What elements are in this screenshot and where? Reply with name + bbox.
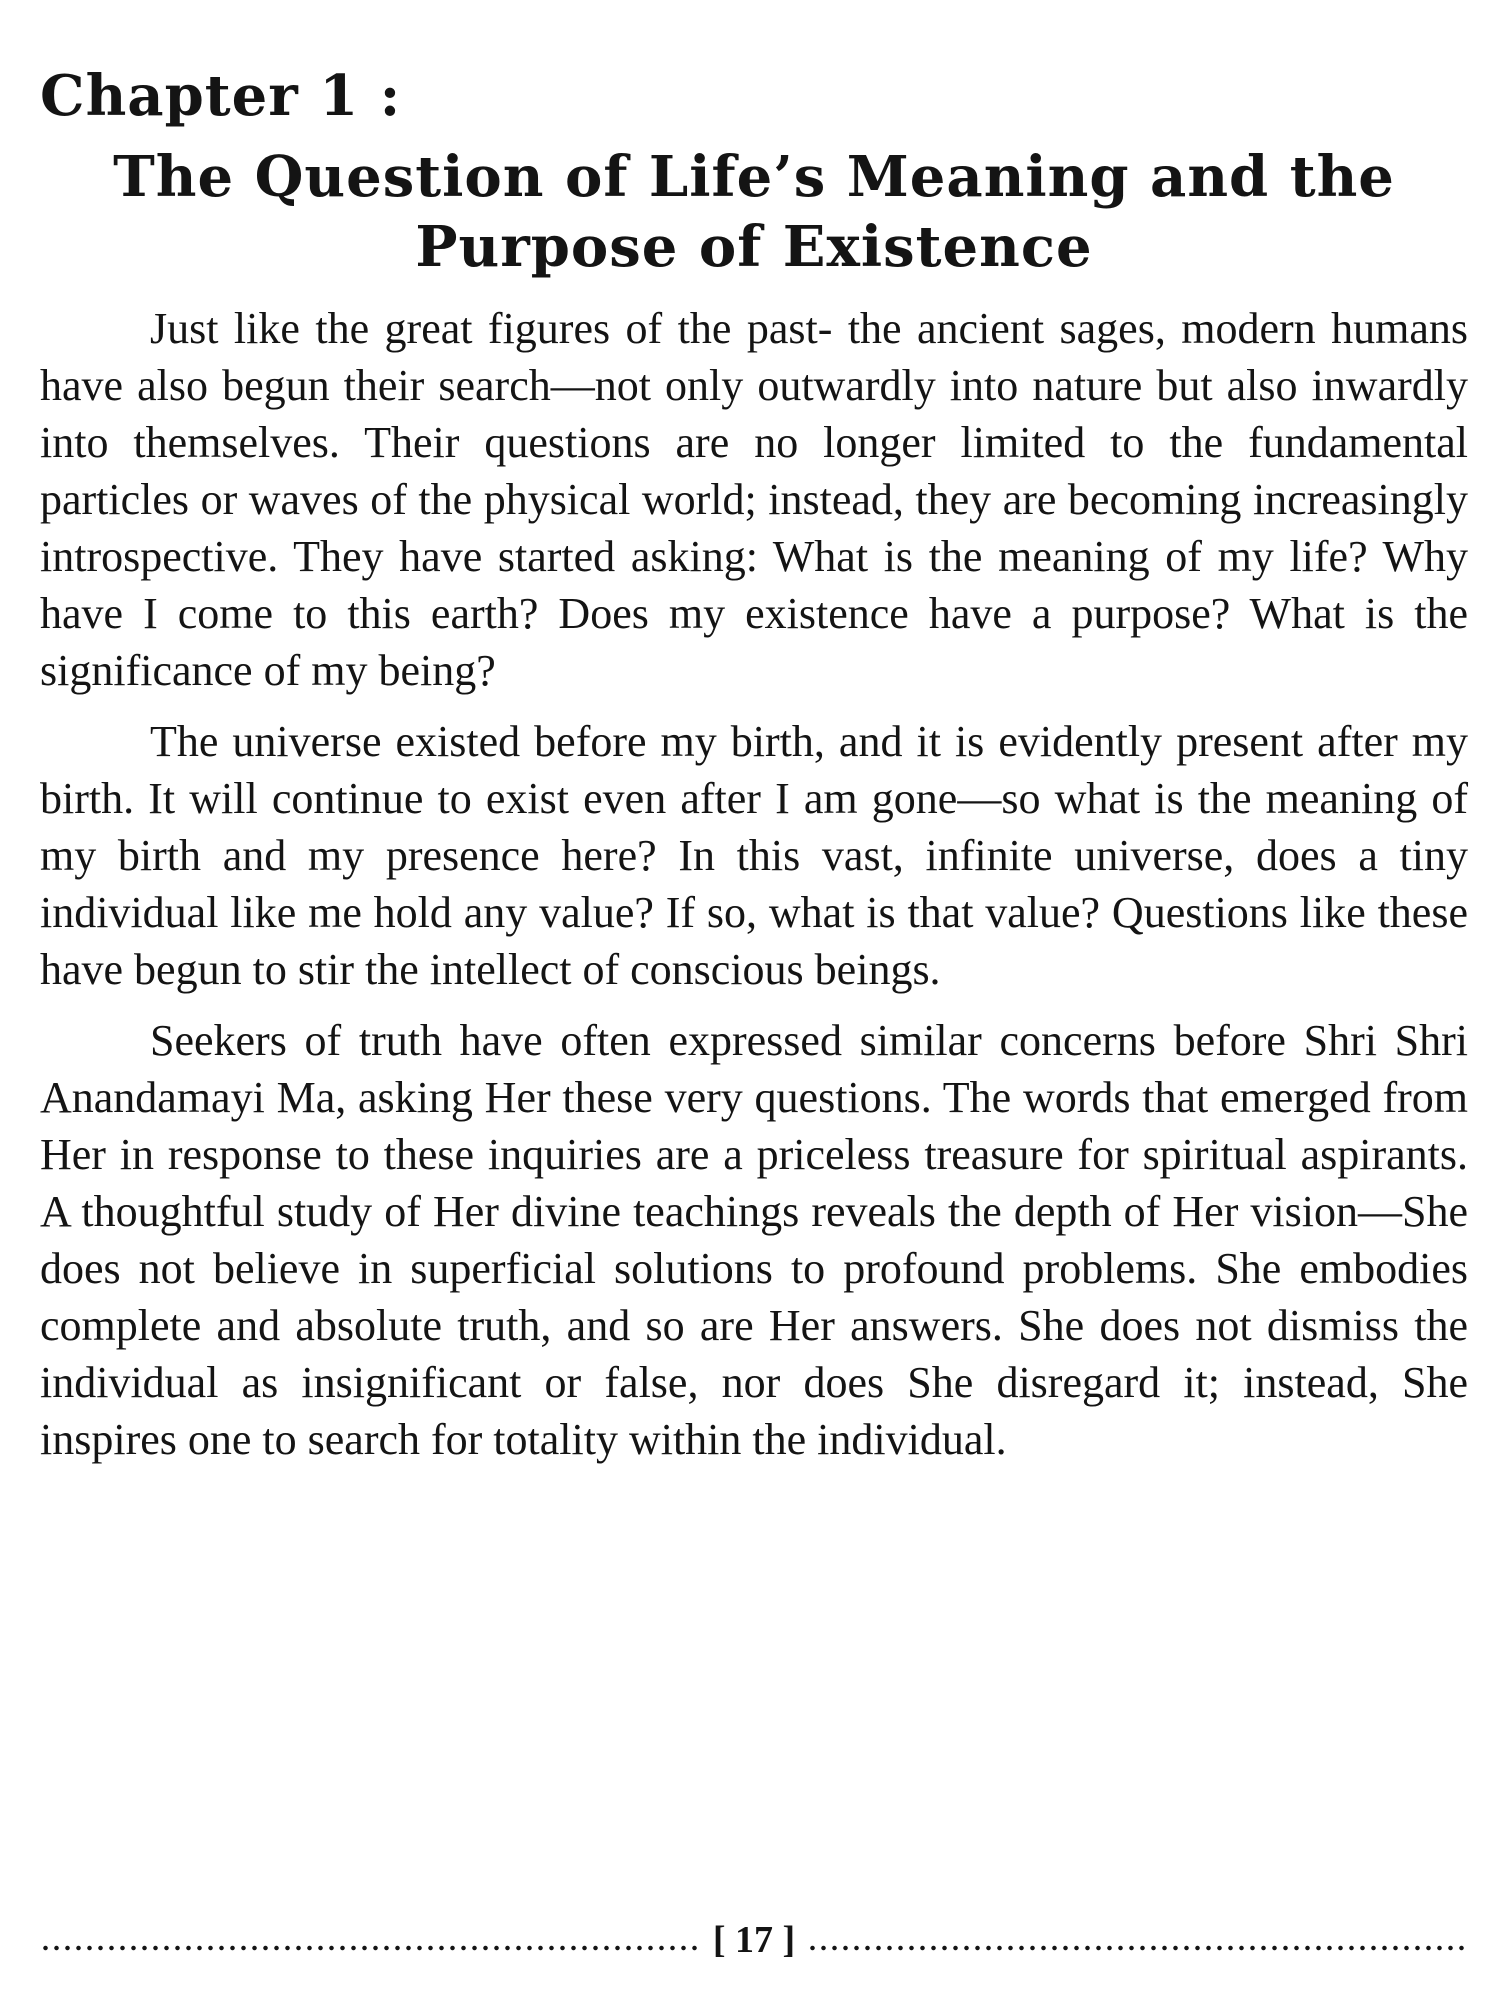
chapter-title-line-2: Purpose of Existence: [415, 214, 1093, 280]
chapter-title: [40, 142, 1468, 282]
paragraph-3: Seekers of truth have often expressed similar concerns before Shri Shri Anandamayi Ma, asking Her these very questions. The words that emerged from Her in response to these inquiries are a priceless treasure for spiritual aspirants. A thoughtful study of Her divine teachings reveals the depth of Her vision—She does not believe in superficial solutions to profound problems. She embodies complete and absolute truth, and so are Her answers. She does not dismiss the individual as insignificant or false, nor does She disregard it; instead, She inspires one to search for totality within the individual.: [40, 1016, 1468, 1464]
chapter-label: Chapter 1 :: [40, 63, 402, 129]
page-footer: [40, 1915, 1468, 1965]
paragraph-1: Just like the great figures of the past- the ancient sages, modern humans have also begun their search—not only outwardly into nature but also inwardly into themselves. Their questions are no longer limited to the fundamental particles or waves of the physical world; instead, they are becoming increasingly introspective. They have started asking: What is the meaning of my life? Why have I come to this earth? Does my existence have a purpose? What is the significance of my being?: [40, 304, 1468, 695]
paragraph-2: The universe existed before my birth, and it is evidently present after my birth. It will continue to exist even after I am gone—so what is the meaning of my birth and my presence here? In this vast, infinite universe, does a tiny individual like me hold any value? If so, what is that value? Questions like these have begun to stir the intellect of conscious beings.: [40, 717, 1468, 994]
page-number: [ 17 ]: [712, 1919, 796, 1961]
dotted-leader-left: [40, 1945, 701, 1951]
book-page: [40, 60, 1468, 1980]
body-text: [40, 300, 1468, 1468]
dotted-leader-right: [807, 1945, 1468, 1951]
chapter-title-line-1: The Question of Life’s Meaning and the: [113, 144, 1395, 210]
